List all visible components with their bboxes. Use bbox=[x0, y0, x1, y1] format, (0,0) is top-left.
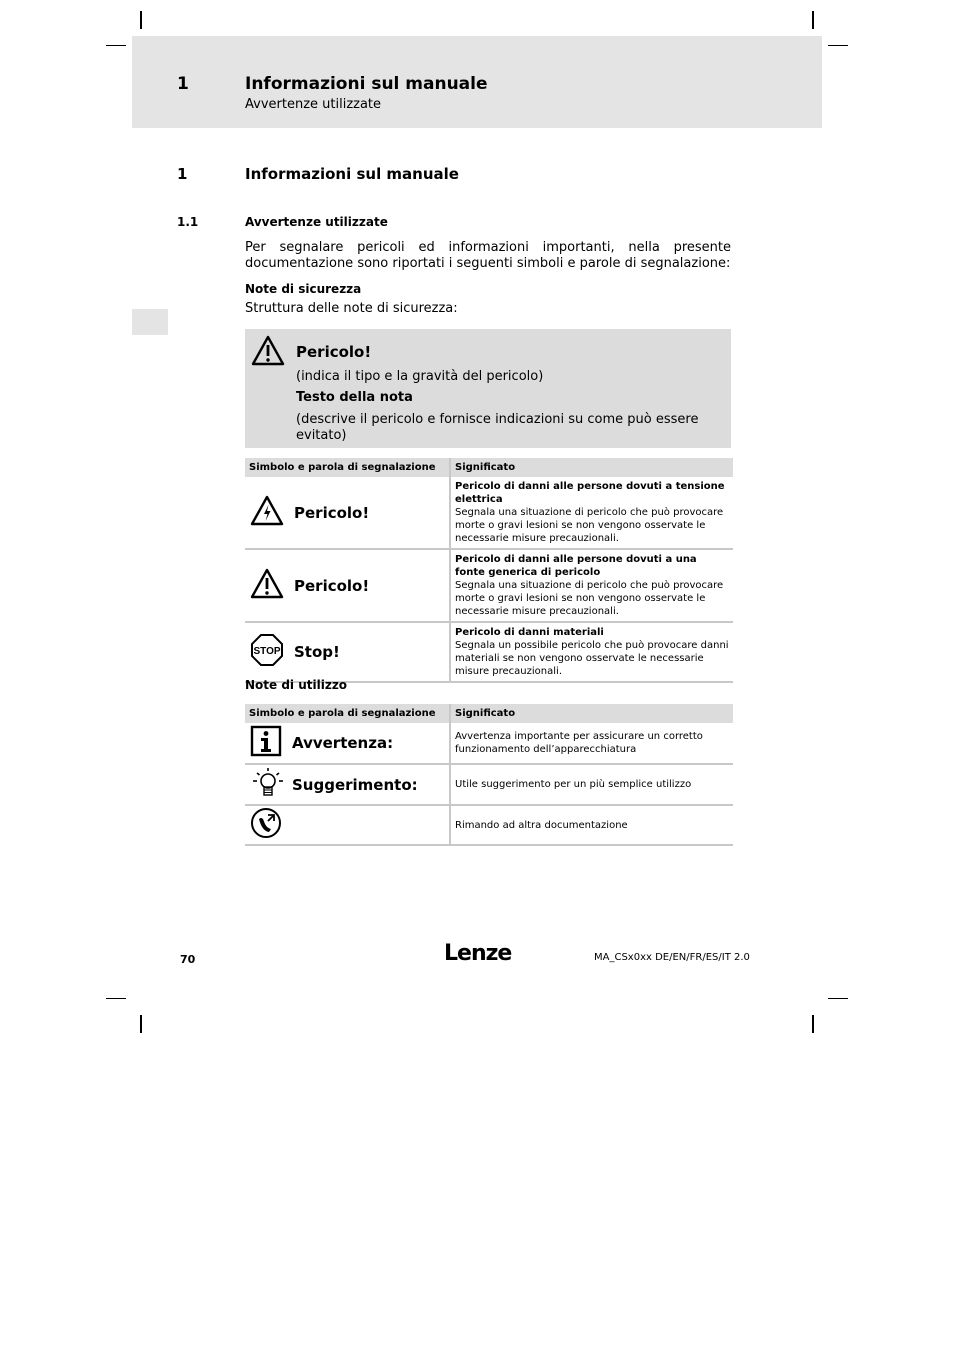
table-row bbox=[245, 549, 733, 622]
column-header: Significato bbox=[450, 458, 733, 477]
safety-box-note-label: Testo della nota bbox=[296, 390, 413, 405]
meaning-text: Rimando ad altra documentazione bbox=[455, 819, 628, 831]
signal-word: Pericolo! bbox=[294, 503, 370, 522]
meaning-text: Segnala una situazione di pericolo che può provocare morte o gravi lesioni se non vengono osservate le necessarie misure precauzionali. bbox=[455, 580, 724, 617]
safety-box-title: Pericolo! bbox=[296, 343, 372, 361]
section-title: Informazioni sul manuale bbox=[245, 165, 459, 183]
table-row bbox=[245, 723, 733, 764]
meaning-text: Avvertenza importante per assicurare un corretto funzionamento dell’apparecchiatura bbox=[455, 731, 703, 755]
lightbulb-icon bbox=[245, 766, 286, 804]
safety-box-line1: (indica il tipo e la gravità del pericolo) bbox=[296, 369, 544, 384]
header-subtitle: Avvertenze utilizzate bbox=[245, 97, 382, 112]
side-tab-marker bbox=[132, 309, 168, 335]
crop-mark bbox=[140, 1015, 142, 1033]
signal-word: Stop! bbox=[294, 643, 340, 661]
safety-structure-label: Struttura delle note di sicurezza: bbox=[245, 301, 458, 316]
signal-word: Avvertenza: bbox=[292, 734, 394, 752]
crop-mark bbox=[828, 998, 848, 999]
column-header: Simbolo e parola di segnalazione bbox=[245, 458, 450, 477]
column-header: Simbolo e parola di segnalazione bbox=[245, 704, 450, 723]
document-id: MA_CSx0xx DE/EN/FR/ES/IT 2.0 bbox=[594, 952, 750, 963]
table-row bbox=[245, 805, 733, 845]
meaning-title: Pericolo di danni materiali bbox=[455, 627, 604, 638]
electric-warning-icon bbox=[245, 495, 284, 531]
crop-mark bbox=[828, 45, 848, 46]
signal-word: Pericolo! bbox=[294, 576, 370, 595]
lenze-logo: Lenze bbox=[444, 941, 512, 966]
reference-icon bbox=[245, 807, 282, 843]
header-chapter-title: Informazioni sul manuale bbox=[245, 74, 488, 94]
crop-mark bbox=[812, 1015, 814, 1033]
subsection-title: Avvertenze utilizzate bbox=[245, 215, 388, 229]
table-row bbox=[245, 477, 733, 549]
safety-note-example-box bbox=[245, 329, 731, 448]
table-row bbox=[245, 764, 733, 805]
meaning-title: Pericolo di danni alle persone dovuti a tensione elettrica bbox=[455, 481, 725, 505]
usage-symbols-table bbox=[245, 704, 733, 846]
info-icon bbox=[245, 725, 282, 761]
meaning-text: Utile suggerimento per un più semplice utilizzo bbox=[455, 779, 692, 790]
crop-mark bbox=[812, 11, 814, 29]
stop-icon-text: STOP bbox=[253, 646, 281, 657]
safety-symbols-table bbox=[245, 458, 733, 683]
safety-notes-heading: Note di sicurezza bbox=[245, 282, 362, 296]
section-number: 1 bbox=[177, 165, 188, 183]
usage-notes-heading: Note di utilizzo bbox=[245, 678, 348, 692]
crop-mark bbox=[106, 45, 126, 46]
column-header: Significato bbox=[450, 704, 733, 723]
crop-mark bbox=[106, 998, 126, 999]
meaning-text: Segnala una situazione di pericolo che può provocare morte o gravi lesioni se non vengono osservate le necessarie misure precauzionali. bbox=[455, 507, 724, 544]
stop-icon bbox=[245, 633, 284, 671]
safety-box-line2: (descrive il pericolo e fornisce indicazioni su come può essere evitato) bbox=[296, 412, 699, 443]
general-warning-icon bbox=[245, 568, 284, 604]
crop-mark bbox=[140, 11, 142, 29]
subsection-number: 1.1 bbox=[177, 215, 199, 229]
intro-paragraph: Per segnalare pericoli ed informazioni importanti, nella presente documentazione sono riportati i seguenti simboli e parole di segnalazione: bbox=[245, 240, 731, 271]
header-chapter-number: 1 bbox=[177, 74, 189, 94]
table-row bbox=[245, 622, 733, 682]
page-number: 70 bbox=[180, 953, 196, 966]
signal-word: Suggerimento: bbox=[292, 775, 418, 794]
warning-triangle-icon bbox=[251, 335, 285, 367]
meaning-text: Segnala un possibile pericolo che può provocare danni materiali se non vengono osservate le necessarie misure precauzionali. bbox=[455, 640, 729, 677]
meaning-title: Pericolo di danni alle persone dovuti a una fonte generica di pericolo bbox=[455, 554, 697, 578]
